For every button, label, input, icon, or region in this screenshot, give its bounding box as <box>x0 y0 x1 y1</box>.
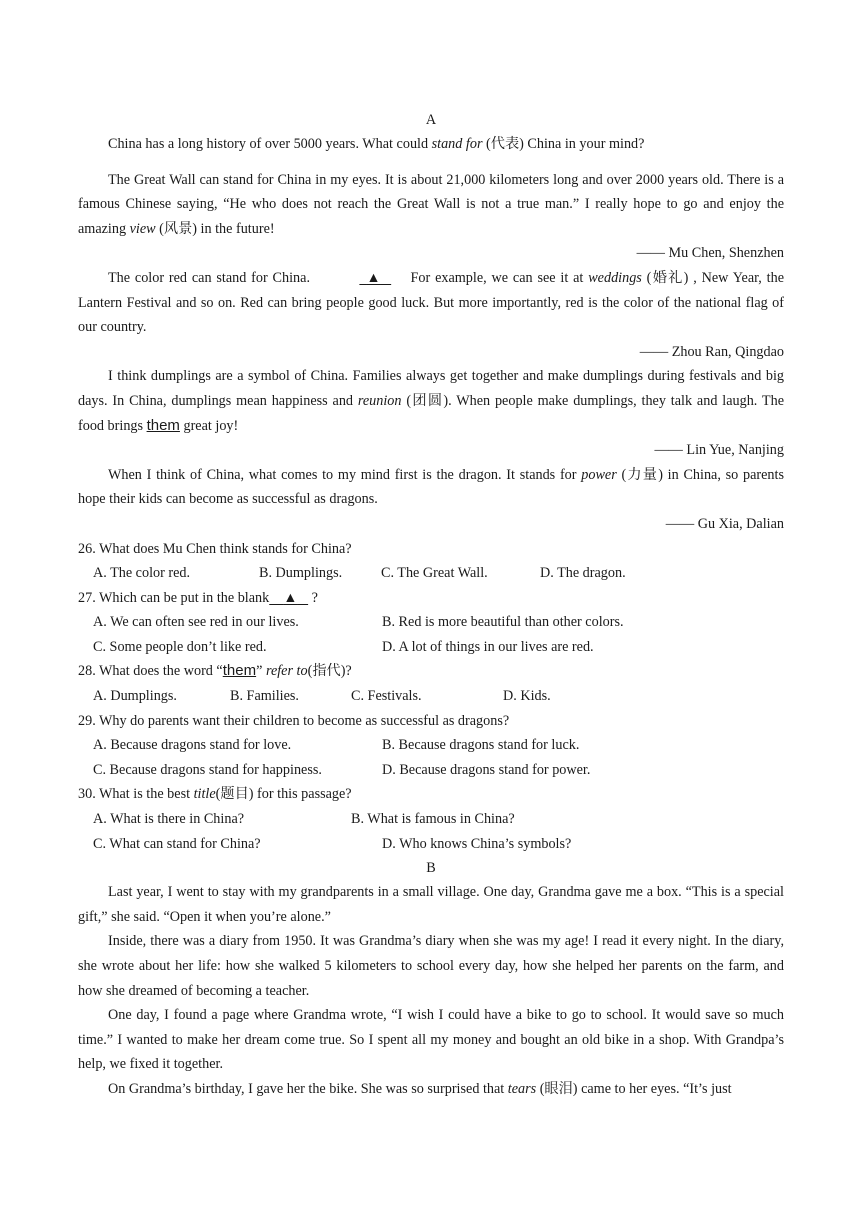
paragraph-text: For example, we can see it at <box>405 269 589 286</box>
signature-zhou-ran: —— Zhou Ran, Qingdao <box>639 343 784 360</box>
gu-xia-paragraph <box>78 463 784 512</box>
paragraph-text: When I think of China, what comes to my mind first is the dragon. It stands for <box>108 466 582 483</box>
intro-keyword: stand for <box>431 136 483 152</box>
question-30-options-row2 <box>78 832 784 857</box>
paragraph-text: On Grandma’s birthday, I gave her the bike. She was so surprised that <box>108 1080 508 1097</box>
paragraph-text: (眼泪) came to her eyes. “It’s just <box>536 1080 732 1097</box>
option-b[interactable]: B. What is famous in China? <box>351 811 515 828</box>
signature-mu-chen: —— Mu Chen, Shenzhen <box>636 245 784 262</box>
exam-page <box>78 108 784 1102</box>
paragraph-text: great joy! <box>179 417 239 434</box>
option-c[interactable]: C. Some people don’t like red. <box>93 638 267 655</box>
blank-marker <box>329 266 391 291</box>
option-a[interactable]: A. Because dragons stand for love. <box>93 737 292 754</box>
option-b[interactable]: B. Dumplings. <box>259 565 343 582</box>
story-paragraph-2: Inside, there was a diary from 1950. It was Grandma’s diary when she was my age! I read it every night. In the diary, she wrote about her life: how she walked 5 kilometers to school every day, how she helped her parents on the farm, and how she dreamed of becoming a teacher. <box>78 933 784 999</box>
section-a-heading: A <box>425 112 437 128</box>
lin-yue-paragraph <box>78 364 784 438</box>
story-paragraph-1: Last year, I went to stay with my grandparents in a small village. One day, Grandma gave me a box. “This is a special gift,” she said. “Open it when you’re alone.” <box>78 884 784 925</box>
keyword-tears: tears <box>507 1080 537 1097</box>
question-28 <box>78 659 784 684</box>
question-29: 29. Why do parents want their children to become as successful as dragons? <box>78 712 510 729</box>
keyword-title: title <box>193 786 216 803</box>
underlined-them: them <box>222 662 257 680</box>
option-a[interactable]: A. What is there in China? <box>93 811 245 828</box>
option-a[interactable]: A. We can often see red in our lives. <box>93 614 299 631</box>
paragraph-text: I think dumplings are a symbol of China. Families always get together and make dumplings during festivals and big days. In China, dumplings mean happiness and <box>78 368 784 409</box>
signature-gu-xia: —— Gu Xia, Dalian <box>665 515 784 532</box>
question-30 <box>78 782 784 807</box>
underlined-them: them <box>146 416 180 434</box>
question-29-options <box>78 733 784 782</box>
question-text-end: (题目) for this passage? <box>215 786 352 803</box>
question-text-end: ? <box>308 589 318 606</box>
intro-text-end: (代表) China in your mind? <box>482 136 645 152</box>
option-b[interactable]: B. Families. <box>230 688 299 705</box>
paragraph-text: (团圆). When people make dumplings, they talk and laugh. The food brings <box>78 392 784 434</box>
question-28-options <box>78 684 784 709</box>
option-d[interactable]: D. The dragon. <box>540 565 626 582</box>
option-a[interactable]: A. Dumplings. <box>93 688 177 705</box>
option-d[interactable]: D. A lot of things in our lives are red. <box>382 638 594 655</box>
question-text: ” <box>256 663 266 680</box>
option-c[interactable]: C. Festivals. <box>351 688 422 705</box>
option-d[interactable]: D. Kids. <box>503 688 551 705</box>
option-c[interactable]: C. What can stand for China? <box>93 835 261 852</box>
story-paragraph-4 <box>78 1077 784 1102</box>
option-c[interactable]: C. The Great Wall. <box>381 565 488 582</box>
section-b-heading: B <box>426 860 436 877</box>
question-text: 27. Which can be put in the blank <box>78 589 270 606</box>
keyword-refer-to: refer to <box>265 663 308 680</box>
question-text: 30. What is the best <box>78 786 194 803</box>
question-text-end: (指代)? <box>307 663 352 680</box>
question-30-options-row1 <box>78 807 784 832</box>
keyword-reunion: reunion <box>357 392 402 409</box>
zhou-ran-paragraph <box>78 266 784 340</box>
mu-chen-paragraph <box>78 168 784 242</box>
intro-paragraph <box>78 132 784 157</box>
story-paragraph-3: One day, I found a page where Grandma wrote, “I wish I could have a bike to go to school. It would save so much time.” I wanted to make her dream come true. So I spent all my money and bought an old bike in a shop. With Grandpa’s help, we fixed it together. <box>78 1007 784 1073</box>
question-26-options <box>78 561 784 586</box>
question-text: 28. What does the word “ <box>78 663 223 680</box>
paragraph-text: (力量) in China, so parents hope their kids can become as successful as dragons. <box>78 466 784 508</box>
paragraph-text: (风景) in the future! <box>155 220 275 237</box>
keyword-weddings: weddings <box>588 269 642 286</box>
keyword-view: view <box>129 220 156 237</box>
paragraph-text: The color red can stand for China. <box>108 269 315 286</box>
question-26: 26. What does Mu Chen think stands for China? <box>78 540 352 557</box>
option-a[interactable]: A. The color red. <box>93 565 191 582</box>
intro-text: China has a long history of over 5000 years. What could <box>108 136 432 152</box>
keyword-power: power <box>581 466 617 483</box>
blank-triangle: ▲ <box>366 269 381 286</box>
question-27-options <box>78 610 784 659</box>
option-b[interactable]: B. Because dragons stand for luck. <box>382 737 580 754</box>
paragraph-text: The Great Wall can stand for China in my eyes. It is about 21,000 kilometers long and over 2000 years old. There is a famous Chinese saying, “He who does not reach the Great Wall is not a true man.” I really hope to go and enjoy the amazing <box>78 171 784 237</box>
paragraph-text: (婚礼) , New Year, the Lantern Festival and so on. Red can bring people good luck. But more importantly, red is the color of the national flag of our country. <box>78 269 785 336</box>
signature-lin-yue: —— Lin Yue, Nanjing <box>654 442 784 459</box>
question-27 <box>78 586 784 611</box>
option-b[interactable]: B. Red is more beautiful than other colors. <box>382 614 624 631</box>
blank-triangle: ▲ <box>283 589 298 606</box>
option-c[interactable]: C. Because dragons stand for happiness. <box>93 761 322 778</box>
blank-marker <box>269 586 308 611</box>
option-d[interactable]: D. Who knows China’s symbols? <box>382 835 572 852</box>
option-d[interactable]: D. Because dragons stand for power. <box>382 761 591 778</box>
